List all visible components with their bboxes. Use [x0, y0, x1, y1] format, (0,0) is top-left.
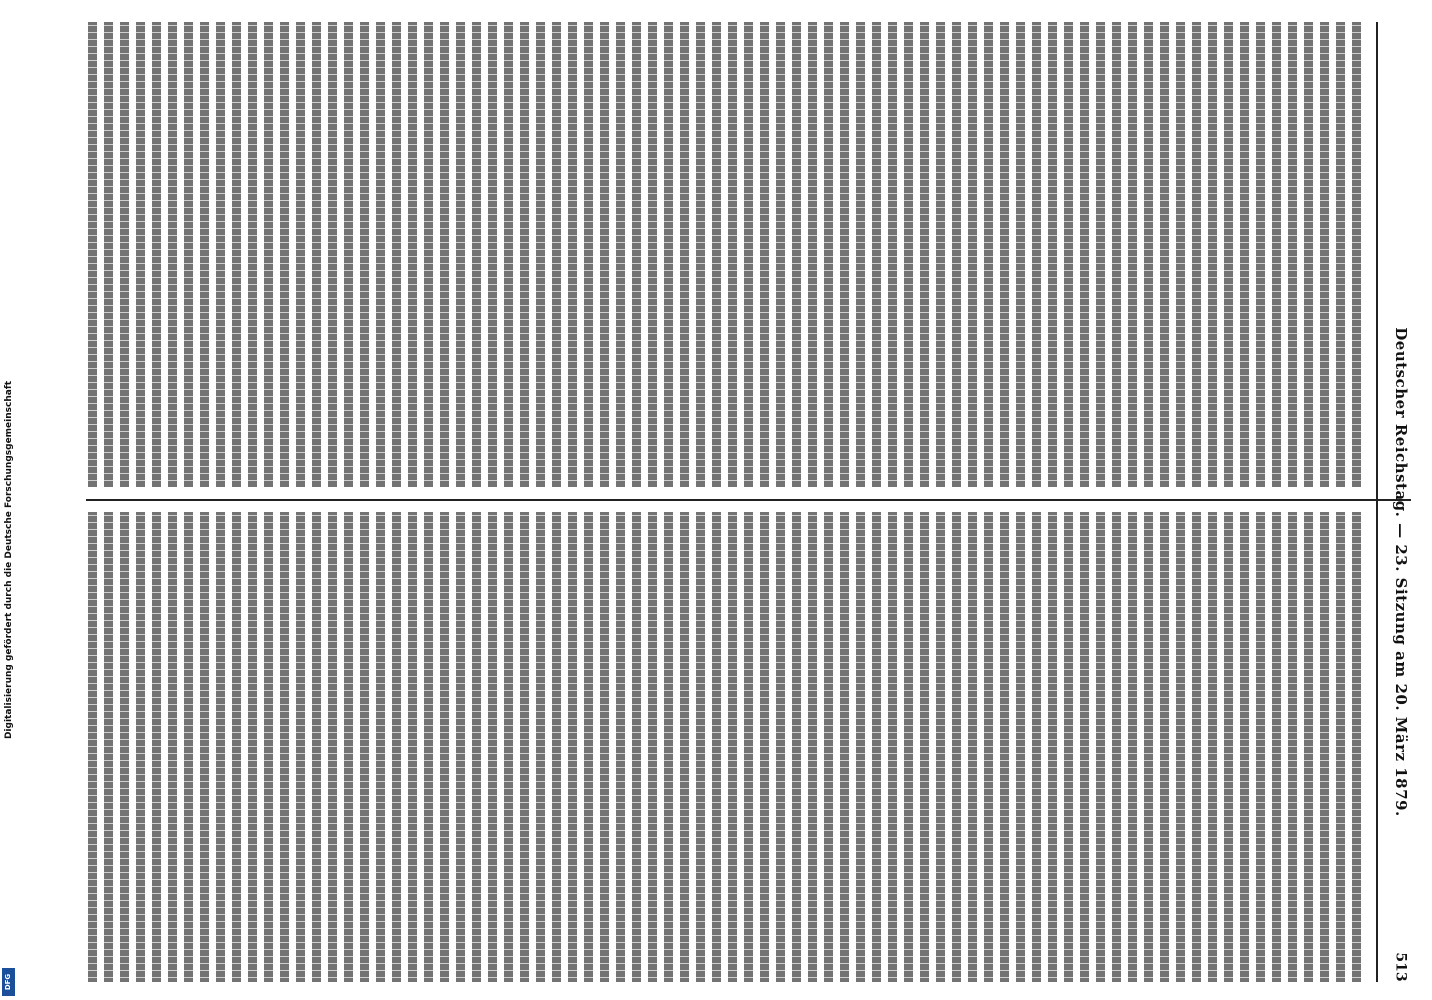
running-head-title: Deutscher Reichstag. — 23. Sitzung am 20. März 1879. [1392, 327, 1410, 817]
scanned-page [86, 22, 1411, 982]
running-head [1386, 22, 1416, 982]
digitization-footer [0, 0, 18, 1000]
footer-credit: Digitalisierung gefördert durch die Deutsche Forschungsgemeinschaft [4, 380, 14, 740]
header-rule [1376, 22, 1378, 982]
lower-column [86, 512, 1411, 982]
upper-column [86, 22, 1411, 487]
lower-column-text [86, 512, 1366, 982]
page-number: 513 [1392, 952, 1409, 982]
upper-column-text [86, 22, 1366, 487]
dfg-logo: DFG [2, 968, 15, 996]
column-divider [86, 499, 1411, 501]
